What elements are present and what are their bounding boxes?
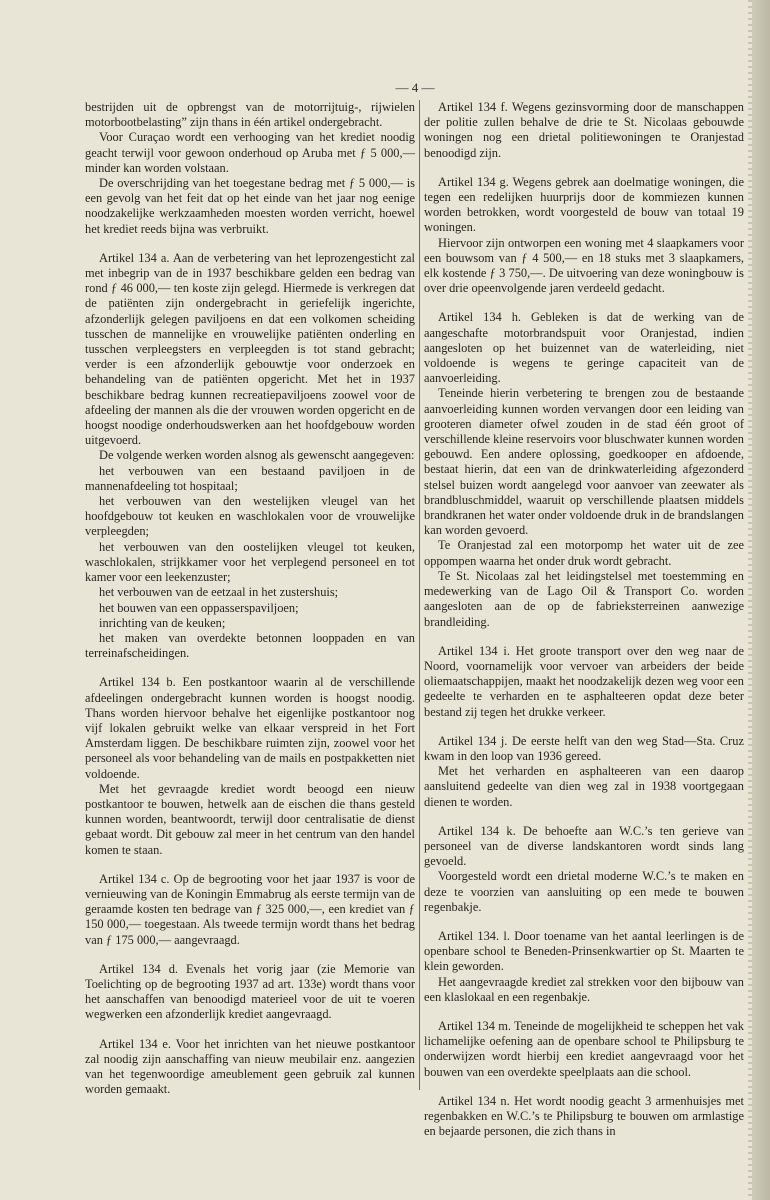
page-edge-shadow bbox=[752, 0, 770, 1200]
article-134k bbox=[424, 824, 744, 915]
column-divider bbox=[419, 100, 420, 1090]
article-134a bbox=[85, 251, 415, 661]
list-item: het verbouwen van een bestaand paviljoen in de mannenafdeeling tot hospitaal; bbox=[85, 463, 415, 493]
intro-section bbox=[85, 100, 415, 237]
article-134h bbox=[424, 310, 744, 629]
paragraph: Artikel 134 b. Een postkantoor waarin al de verschillende afdeelingen ondergebracht kunnen worden is hoogst noodig. Thans worden hiervoor behalve het eigenlijke postkantoor nog vijf lokalen gebruikt welke van elkaar verspreid in het Fort Amsterdam liggen. De beschikbare ruimten zijn, zoowel voor het personeel als voor behandeling van de mails en postpakketten niet voldoende. bbox=[85, 675, 415, 781]
page-number: — 4 — bbox=[395, 80, 435, 95]
paragraph: Met het gevraagde krediet wordt beoogd een nieuw postkantoor te bouwen, hetwelk aan de eischen die thans gesteld kunnen worden, beantwoordt, terwijl door centralisatie de dienst gebaat wordt. Dit gebouw zal meer in het centrum van den handel komen te staan. bbox=[85, 781, 415, 857]
paragraph: Artikel 134 j. De eerste helft van den weg Stad—Sta. Cruz kwam in den loop van 1936 gereed. bbox=[424, 733, 744, 763]
list-item: het verbouwen van den oostelijken vleugel tot keuken, waschlokalen, strijkkamer voor het verplegend personeel en tot kamer voor een leekenzuster; bbox=[85, 539, 415, 585]
article-134i bbox=[424, 644, 744, 720]
paragraph: De overschrijding van het toegestane bedrag met ƒ 5 000,— is een gevolg van het feit dat op het einde van het jaar nog eenige noodzakelijke werkzaamheden moesten worden verricht, hoewel het krediet reeds bijna was verbruikt. bbox=[85, 176, 415, 236]
paragraph: Hiervoor zijn ontworpen een woning met 4 slaapkamers voor een bouwsom van ƒ 4 500,— en 18 stuks met 3 slaapkamers, elk kostende ƒ 3 750,—. De uitvoering van deze woningbouw is over drie opeenvolgende jaren verdeeld gedacht. bbox=[424, 235, 744, 296]
paragraph: Teneinde hierin verbetering te brengen zou de bestaande aanvoerleiding kunnen worden vervangen door een leiding van grooteren diameter ofwel zouden in de stad één groot of verschillende kleine reservoirs voor bluschwater kunnen worden gebouwd. Een andere oplossing, goedkooper en afdoende, bestaat hierin, dat een van de drinkwaterleiding afgezonderd stelsel buizen wordt aangelegd voor aanvoer van zeewater als brandbluschmiddel, waaruit op verschillende plaatsen middels brandkranen het water onder voldoende druk in de brandslangen kan worden gevoerd. bbox=[424, 386, 744, 538]
paragraph: Artikel 134 i. Het groote transport over den weg naar de Noord, voornamelijk voor vervoer van arbeiders der beide oliemaatschappijen, maakt het noodzakelijk dezen weg voor een gedeelte te verharden en te asphalteeren opdat deze beter bestand zij tegen het drukke verkeer. bbox=[424, 643, 744, 719]
paragraph: Artikel 134. l. Door toename van het aantal leerlingen is de openbare school te Beneden-Prinsenkwartier op St. Maarten te klein geworden. bbox=[424, 928, 744, 974]
paragraph: Voorgesteld wordt een drietal moderne W.C.’s te maken en deze te voorzien van aansluiting op een mede te bouwen regenbakje. bbox=[424, 869, 744, 914]
article-134e bbox=[85, 1037, 415, 1098]
paragraph: Artikel 134 g. Wegens gebrek aan doelmatige woningen, die tegen een redelijken huurprijs door de kommiezen kunnen worden betrokken, wordt voorgesteld de bouw van totaal 19 woningen. bbox=[424, 174, 744, 235]
article-134l bbox=[424, 929, 744, 1005]
paragraph: Artikel 134 e. Voor het inrichten van het nieuwe postkantoor zal noodig zijn aanschaffing van nieuw meubilair enz. aangezien van het tegenwoordige ameublement geen gebruik zal kunnen worden gemaakt. bbox=[85, 1036, 415, 1097]
article-134g bbox=[424, 175, 744, 297]
paragraph: Artikel 134 f. Wegens gezinsvorming door de manschappen der politie zullen behalve de drie te St. Nicolaas gebouwde woningen nog een drietal politiewoningen te Oranjestad benoodigd zijn. bbox=[424, 100, 744, 160]
paragraph: Artikel 134 d. Evenals het vorig jaar (zie Memorie van Toelichting op de begrooting 1937 ad art. 133e) wordt thans voor het aanschaffen van benoodigd materieel voor de uit te voeren wegwerken een afzonderlijk krediet aangevraagd. bbox=[85, 961, 415, 1022]
paragraph: Te St. Nicolaas zal het leidingstelsel met toestemming en medewerking van de Lago Oil & Transport Co. worden aangesloten aan de op de fabrieksterreinen aanwezige brandleiding. bbox=[424, 568, 744, 629]
article-134d bbox=[85, 962, 415, 1023]
left-column bbox=[85, 100, 415, 1097]
list-item: het bouwen van een oppasserspaviljoen; bbox=[99, 600, 299, 615]
binding-edge bbox=[748, 0, 752, 1200]
paragraph: Artikel 134 a. Aan de verbetering van het leprozengesticht zal met inbegrip van de in 1937 beschikbare gelden een bedrag van rond ƒ 46 000,— ten koste zijn gelegd. Hiermede is verkregen dat de patiënten zijn ondergebracht in geriefelijk ingerichte, afzonderlijk gelegen paviljoens en dat een volkomen scheiding tusschen de mannelijke en vrouwelijke patiënten onderling en tusschen verpleegsters en verpleegden is tot stand gebracht; verder is een afzonderlijk gebouwtje voor onderzoek en behandeling van de patiënten opgericht. Met het in 1937 beschikbare bedrag kunnen recreatiepaviljoens zoowel voor de afdeeling der mannen als die der vrouwen worden opgericht en de hoogst noodige onderhoudswerken aan het hoofdgebouw worden uitgevoerd. bbox=[85, 250, 415, 448]
paragraph: Voor Curaçao wordt een verhooging van het krediet noodig geacht terwijl voor gewoon onderhoud op Aruba met ƒ 5 000,— minder kan worden volstaan. bbox=[85, 130, 415, 175]
article-134f bbox=[424, 100, 744, 161]
paragraph: De volgende werken worden alsnog als gewenscht aangegeven: bbox=[99, 448, 415, 463]
article-134m bbox=[424, 1019, 744, 1080]
paragraph: Met het verharden en asphalteeren van een daarop aansluitend gedeelte van dien weg zal in 1938 voortgegaan dienen te worden. bbox=[424, 764, 744, 809]
paragraph: Artikel 134 h. Gebleken is dat de werking van de aangeschafte motorbrandspuit voor Oranjestad, indien aangesloten op het buizennet van de waterleiding, niet voldoende is wegens te geringe capaciteit van de aanvoerleiding. bbox=[424, 310, 744, 386]
paragraph: Artikel 134 k. De behoefte aan W.C.’s ten gerieve van personeel van de diverse landskantoren wordt sinds lang gevoeld. bbox=[424, 823, 744, 869]
paragraph: bestrijden uit de opbrengst van de motorrijtuig-, rijwielen motorbootbelasting” zijn thans in één artikel ondergebracht. bbox=[85, 100, 415, 130]
paragraph: Artikel 134 n. Het wordt noodig geacht 3 armenhuisjes met regenbakken en W.C.’s te Philipsburg te bouwen om armlastige en bejaarde personen, die zich thans in bbox=[424, 1093, 744, 1139]
list-item: inrichting van de keuken; bbox=[99, 615, 226, 630]
article-134c bbox=[85, 872, 415, 948]
list-item: het maken van overdekte betonnen looppaden en van terreinafscheidingen. bbox=[85, 630, 415, 661]
list-item: het verbouwen van de eetzaal in het zustershuis; bbox=[99, 585, 339, 600]
article-134n bbox=[424, 1094, 744, 1140]
article-134j bbox=[424, 734, 744, 810]
works-list bbox=[85, 464, 415, 662]
list-item: het verbouwen van den westelijken vleugel van het hoofdgebouw tot keuken en waschlokalen voor de vrouwelijke verpleegden; bbox=[85, 494, 415, 539]
paragraph: Te Oranjestad zal een motorpomp het water uit de zee oppompen waarna het onder druk wordt gebracht. bbox=[424, 538, 744, 568]
right-column bbox=[424, 100, 744, 1139]
article-134b bbox=[85, 675, 415, 857]
paragraph: Artikel 134 c. Op de begrooting voor het jaar 1937 is voor de vernieuwing van de Koningin Emmabrug als eerste termijn van de geraamde kosten ten bedrage van ƒ 325 000,—, een krediet van ƒ 150 000,— toegestaan. Als tweede termijn wordt thans het bedrag van ƒ 175 000,— aangevraagd. bbox=[85, 871, 415, 947]
paragraph: Artikel 134 m. Teneinde de mogelijkheid te scheppen het vak lichamelijke oefening aan de openbare school te Philipsburg te onderwijzen wordt hierbij een krediet aangevraagd voor het bouwen van een overdekte speelplaats aan die school. bbox=[424, 1018, 744, 1079]
paragraph: Het aangevraagde krediet zal strekken voor den bijbouw van een klaslokaal en een regenbakje. bbox=[424, 974, 744, 1004]
